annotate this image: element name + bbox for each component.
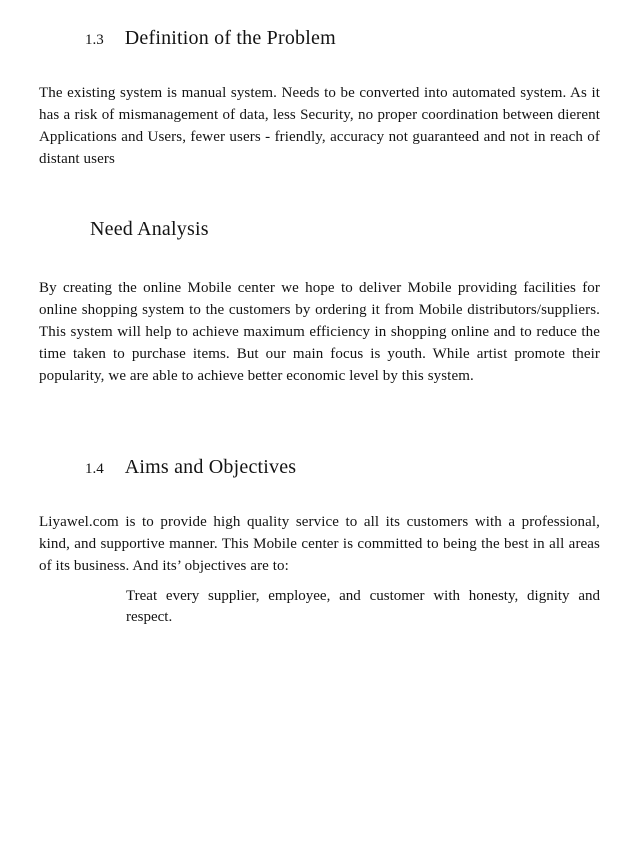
heading-need-analysis (90, 216, 209, 244)
paragraph-problem-definition: The existing system is manual system. Needs to be converted into automated system. As it has a risk of mismanagement of data, less Security, no proper coordination between dierent Applications and Users, fewer users - friendly, accuracy not guaranteed and not in reach of distant users (39, 85, 600, 167)
objective-list-item: Treat every supplier, employee, and customer with honesty, dignity and respect. (126, 588, 600, 625)
section-number-1-3: 1.3 (85, 32, 104, 48)
section-title-aims-and-objectives: Aims and Objectives (124, 456, 297, 478)
section-title-definition-of-the-problem: Definition of the Problem (124, 27, 336, 49)
heading-aims-and-objectives (85, 454, 296, 482)
paragraph-aims: Liyawel.com is to provide high quality service to all its customers with a professional, kind, and supportive manner. This Mobile center is committed to being the best in all areas of its business. And its’ objectives are to: (39, 514, 600, 574)
section-number-1-4: 1.4 (85, 461, 104, 477)
section-title-need-analysis: Need Analysis (90, 218, 209, 240)
heading-definition-of-the-problem (85, 25, 336, 53)
paragraph-need-analysis: By creating the online Mobile center we hope to deliver Mobile providing facilities for online shopping system to the customers by ordering it from Mobile distributors/suppliers. This system will help to achieve maximum efficiency in shopping online and to reduce the time taken to purchase items. But our main focus is youth. While artist promote their popularity, we are able to achieve better economic level by this system. (39, 280, 600, 384)
